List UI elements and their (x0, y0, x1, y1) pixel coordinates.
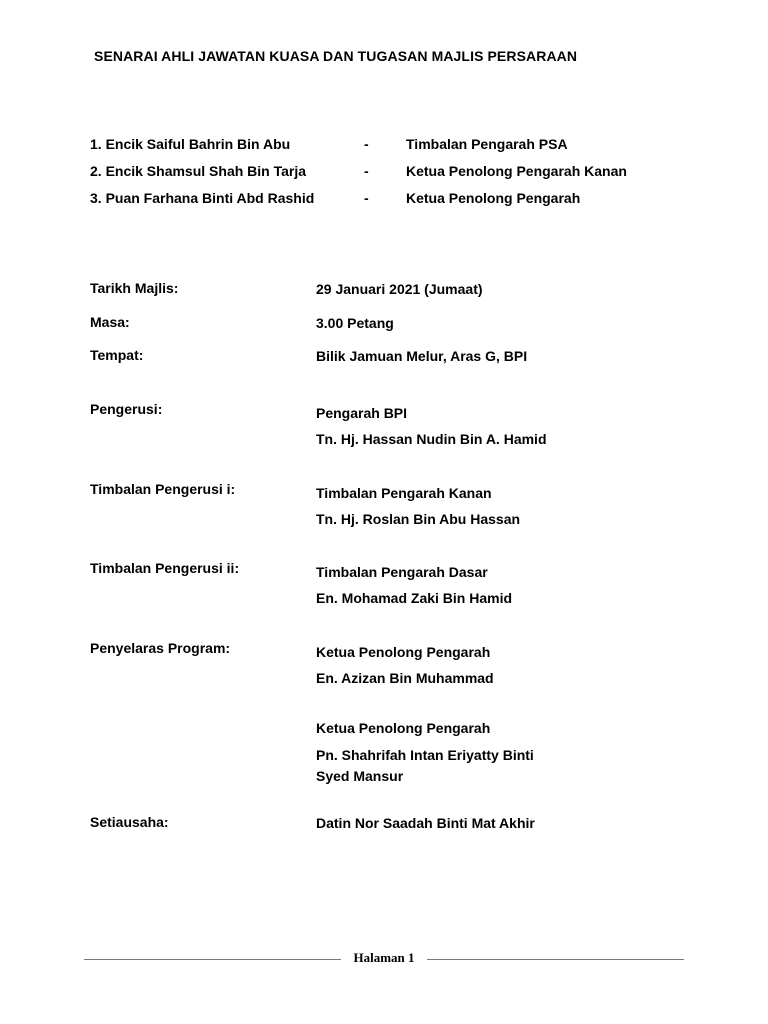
detail-position: Pengarah BPI (316, 405, 408, 421)
detail-label: Tarikh Majlis: (90, 280, 179, 296)
detail-value: 3.00 Petang (316, 315, 394, 331)
detail-label: Setiausaha: (90, 814, 169, 830)
detail-label: Tempat: (90, 347, 144, 363)
detail-label: Penyelaras Program: (90, 640, 231, 656)
detail-value: Bilik Jamuan Melur, Aras G, BPI (316, 348, 528, 364)
member-dash: - (364, 163, 369, 179)
member-dash: - (364, 190, 369, 206)
member-name: 1. Encik Saiful Bahrin Bin Abu (90, 136, 291, 152)
member-dash: - (364, 136, 369, 152)
document-title: SENARAI AHLI JAWATAN KUASA DAN TUGASAN MAJLIS PERSARAAN (94, 48, 578, 64)
detail-label: Pengerusi: (90, 401, 163, 417)
detail-person-name: Tn. Hj. Roslan Bin Abu Hassan (316, 511, 521, 527)
detail-label: Timbalan Pengerusi i: (90, 481, 236, 497)
page-footer (84, 948, 684, 970)
detail-position: Ketua Penolong Pengarah (316, 720, 491, 736)
detail-value: Datin Nor Saadah Binti Mat Akhir (316, 815, 535, 831)
detail-person-name: Pn. Shahrifah Intan Eriyatty Binti (316, 747, 534, 763)
detail-person-name: En. Mohamad Zaki Bin Hamid (316, 590, 513, 606)
detail-value: 29 Januari 2021 (Jumaat) (316, 281, 483, 297)
member-role: Timbalan Pengarah PSA (406, 136, 568, 152)
member-role: Ketua Penolong Pengarah (406, 190, 581, 206)
detail-person-name: Tn. Hj. Hassan Nudin Bin A. Hamid (316, 431, 547, 447)
detail-position: Timbalan Pengarah Kanan (316, 485, 492, 501)
detail-position: Timbalan Pengarah Dasar (316, 564, 488, 580)
detail-label: Masa: (90, 314, 130, 330)
footer-rule-left (84, 959, 341, 960)
detail-label: Timbalan Pengerusi ii: (90, 560, 240, 576)
detail-position: Ketua Penolong Pengarah (316, 644, 491, 660)
member-name: 2. Encik Shamsul Shah Bin Tarja (90, 163, 307, 179)
detail-person-name-cont: Syed Mansur (316, 768, 404, 784)
page-number-label: Halaman 1 (353, 950, 415, 965)
detail-person-name: En. Azizan Bin Muhammad (316, 670, 494, 686)
member-role: Ketua Penolong Pengarah Kanan (406, 163, 627, 179)
member-name: 3. Puan Farhana Binti Abd Rashid (90, 190, 315, 206)
footer-rule-right (427, 959, 684, 960)
